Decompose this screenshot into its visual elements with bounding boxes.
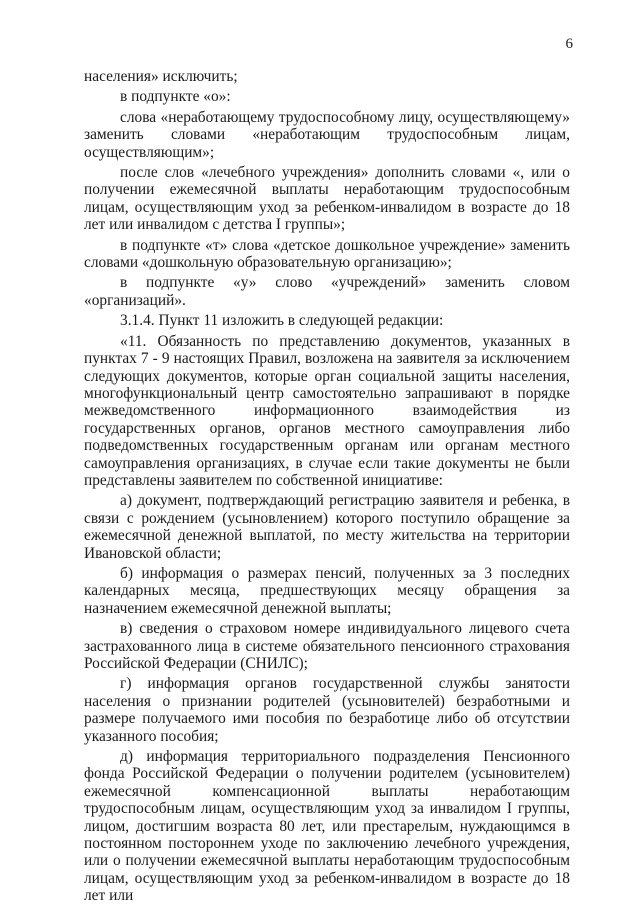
paragraph: слова «неработающему трудоспособному лицу, осуществляющему» заменить словами «неработающим трудоспособным лицам, осуществляющим»;: [84, 108, 570, 161]
paragraph: в подпункте «о»:: [120, 88, 231, 106]
paragraph: «11. Обязанность по представлению документов, указанных в пунктах 7 - 9 настоящих Правил, возложена на заявителя за исключением следующих документов, которые орган социальной защиты населения, многофункциональный центр самостоятельно запрашивают в порядке межведомственного информационного взаимодействия из государственных органов, органов местного самоуправления либо подведомственных государственным органам или органам местного самоуправления организациях, в случае если такие документы не были представлены заявителем по собственной инициативе:: [84, 332, 570, 489]
paragraph: в подпункте «т» слова «детское дошкольное учреждение» заменить словами «дошкольную образовательную организацию»;: [84, 236, 570, 272]
paragraph: после слов «лечебного учреждения» дополнить словами «, или о получении ежемесячной выплаты неработающим трудоспособным лицам, осуществляющим уход за ребенком-инвалидом в возрасте до 18 лет или инвалидом с детства I группы»;: [84, 164, 570, 234]
paragraph: 3.1.4. Пункт 11 изложить в следующей редакции:: [120, 312, 444, 330]
list-item-b: б) информация о размерах пенсий, полученных за 3 последних календарных месяца, предшествующих месяцу обращения за назначением ежемесячной денежной выплаты;: [84, 564, 570, 617]
paragraph: населения» исключить;: [84, 68, 238, 85]
paragraph: в подпункте «у» слово «учреждений» заменить словом «организаций».: [84, 274, 570, 309]
page-number: 6: [565, 36, 573, 52]
list-item-v: в) сведения о страховом номере индивидуального лицевого счета застрахованного лица в системе обязательного пенсионного страхования Российской Федерации (СНИЛС);: [84, 620, 570, 672]
list-item-d: д) информация территориального подразделения Пенсионного фонда Российской Федерации о получении родителем (усыновителем) ежемесячной компенсационной выплаты неработающим трудоспособным лицам, осуществляющим уход за инвалидом I группы, лицом, достигшим возраста 80 лет, или престарелым, нуждающимся в постоянном постороннем уходе по заключению лечебного учреждения, или о получении ежемесячной выплаты неработающим трудоспособным лицам, осуществляющим уход за ребенком-инвалидом в возрасте до 18 лет или: [84, 748, 570, 905]
list-item-g: г) информация органов государственной службы занятости населения о признании родителей (усыновителей) безработными и размере получаемого ими пособия по безработице либо об отсутствии указанного пособия;: [84, 675, 570, 745]
list-item-a: а) документ, подтверждающий регистрацию заявителя и ребенка, в связи с рождением (усыновлением) которого поступило обращение за ежемесячной денежной выплатой, по месту жительства на территории Ивановской области;: [84, 492, 570, 562]
document-body: [84, 68, 570, 908]
